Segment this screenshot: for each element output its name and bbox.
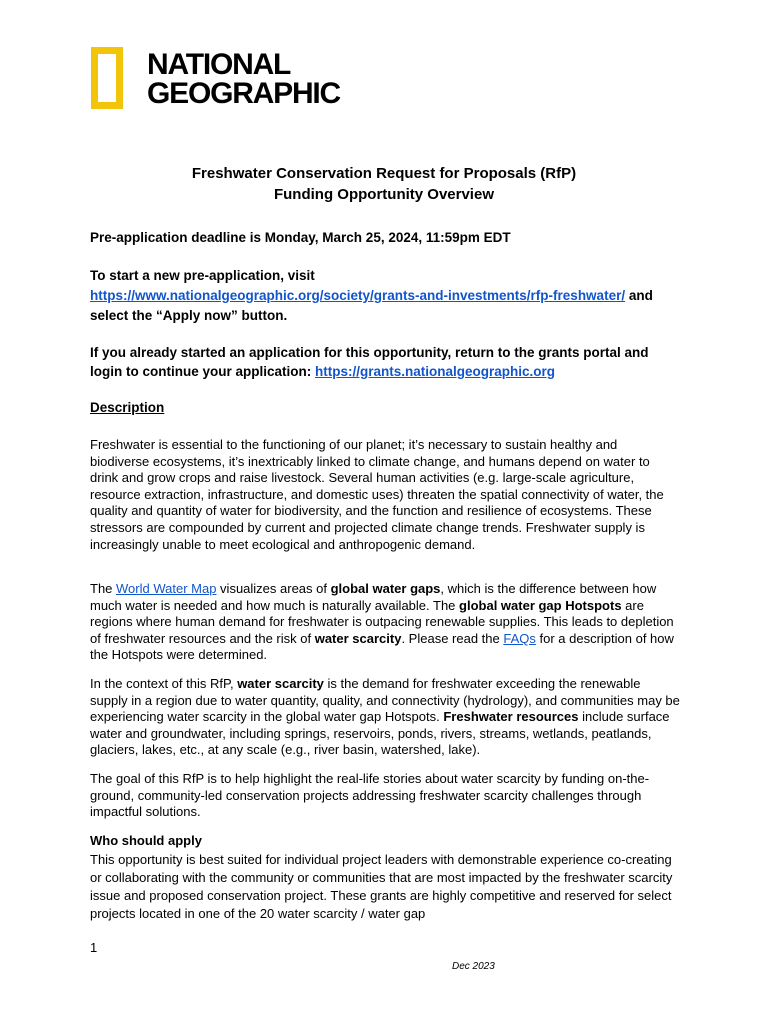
- already-started-paragraph: [90, 343, 680, 381]
- deadline-text: Pre-application deadline is Monday, March 25, 2024, 11:59pm EDT: [90, 230, 511, 245]
- already-started-text: If you already started an application for this opportunity, return to the grants portal and login to continue your application:: [90, 345, 649, 379]
- description-heading: Description: [90, 400, 165, 415]
- yellow-border-icon: [91, 47, 123, 109]
- document-date: Dec 2023: [452, 961, 495, 972]
- title-line-1: Freshwater Conservation Request for Proposals (RfP): [191, 165, 577, 182]
- p3-text-2: is the demand for freshwater exceeding the renewable supply in a region due to water quantity, quality, and connectivity (hydrology), and communities may be experiencing water scarcity in the global water gap Hotspots.: [90, 676, 680, 725]
- page-number: 1: [90, 940, 98, 955]
- document-title: [0, 163, 768, 205]
- start-cont: select the “Apply now” button.: [90, 308, 288, 323]
- title-line-2: Funding Opportunity Overview: [273, 186, 494, 203]
- logo-line-2: GEOGRAPHIC: [147, 77, 341, 110]
- p2-text-2: visualizes areas of: [216, 581, 331, 596]
- who-should-apply-heading: Who should apply: [90, 833, 202, 848]
- p3-text-3: include surface water and groundwater, including springs, reservoirs, ponds, rivers, streams, wetlands, peatlands, glaciers, lakes, etc., at any scale (e.g., river basin, watershed, lake).: [90, 709, 670, 758]
- p2-bold-1: global water gaps: [330, 581, 441, 596]
- world-water-map-link[interactable]: World Water Map: [116, 581, 217, 596]
- description-paragraph-1: Freshwater is essential to the functioning of our planet; it’s necessary to sustain healthy and biodiverse ecosystems, it’s inextricably linked to climate change, and humans depend on water to drink and grow crops and raise livestock. Several human activities (e.g. large-scale agriculture, resource extraction, infrastructure, and domestic uses) threaten the spatial connectivity of water, the quality and quantity of water for biodiversity, and the function and resilience of ecosystems. These stressors are compounded by current and projected climate change trends. Freshwater supply is increasingly unable to meet ecological and anthropogenic demand.: [90, 437, 664, 552]
- rfp-freshwater-link[interactable]: https://www.nationalgeographic.org/society/grants-and-investments/rfp-freshwater/: [90, 288, 626, 303]
- start-and: and: [628, 288, 653, 303]
- description-paragraph-3: [90, 676, 680, 759]
- start-application-paragraph: [90, 266, 680, 326]
- logo-line-1: NATIONAL: [147, 48, 291, 81]
- p2-text-4: are regions where human demand for freshwater is outpacing renewable supplies. This leads to depletion of freshwater resources and the risk of: [90, 597, 674, 646]
- p2-text-1: The: [90, 581, 117, 596]
- logo-wordmark: [147, 50, 340, 108]
- p2-text-6: for a description of how the Hotspots were determined.: [90, 630, 674, 663]
- p2-text-3: , which is the difference between how much water is needed and how much is naturally available. The: [90, 581, 657, 613]
- p3-bold-2: Freshwater resources: [443, 709, 579, 725]
- start-intro: To start a new pre-application, visit: [90, 268, 315, 283]
- description-paragraph-2: [90, 581, 680, 664]
- p2-bold-3: water scarcity: [314, 630, 402, 646]
- faqs-link[interactable]: FAQs: [503, 630, 536, 646]
- p2-text-5: . Please read the: [401, 630, 504, 646]
- who-should-apply-paragraph: This opportunity is best suited for individual project leaders with demonstrable experience co-creating or collaborating with the community or communities that are most impacted by the freshwater scarcity issue and proposed conservation project. These grants are highly competitive and reserved for select projects located in one of the 20 water scarcity / water gap: [90, 852, 673, 921]
- grants-portal-link[interactable]: https://grants.nationalgeographic.org: [315, 364, 556, 379]
- p3-text-1: In the context of this RfP,: [90, 676, 238, 691]
- p2-bold-2: global water gap Hotspots: [459, 597, 622, 613]
- p3-bold-1: water scarcity: [237, 676, 324, 691]
- description-paragraph-4: The goal of this RfP is to help highlight the real-life stories about water scarcity by funding on-the-ground, community-led conservation projects addressing freshwater scarcity challenges through impactful solutions.: [90, 771, 650, 820]
